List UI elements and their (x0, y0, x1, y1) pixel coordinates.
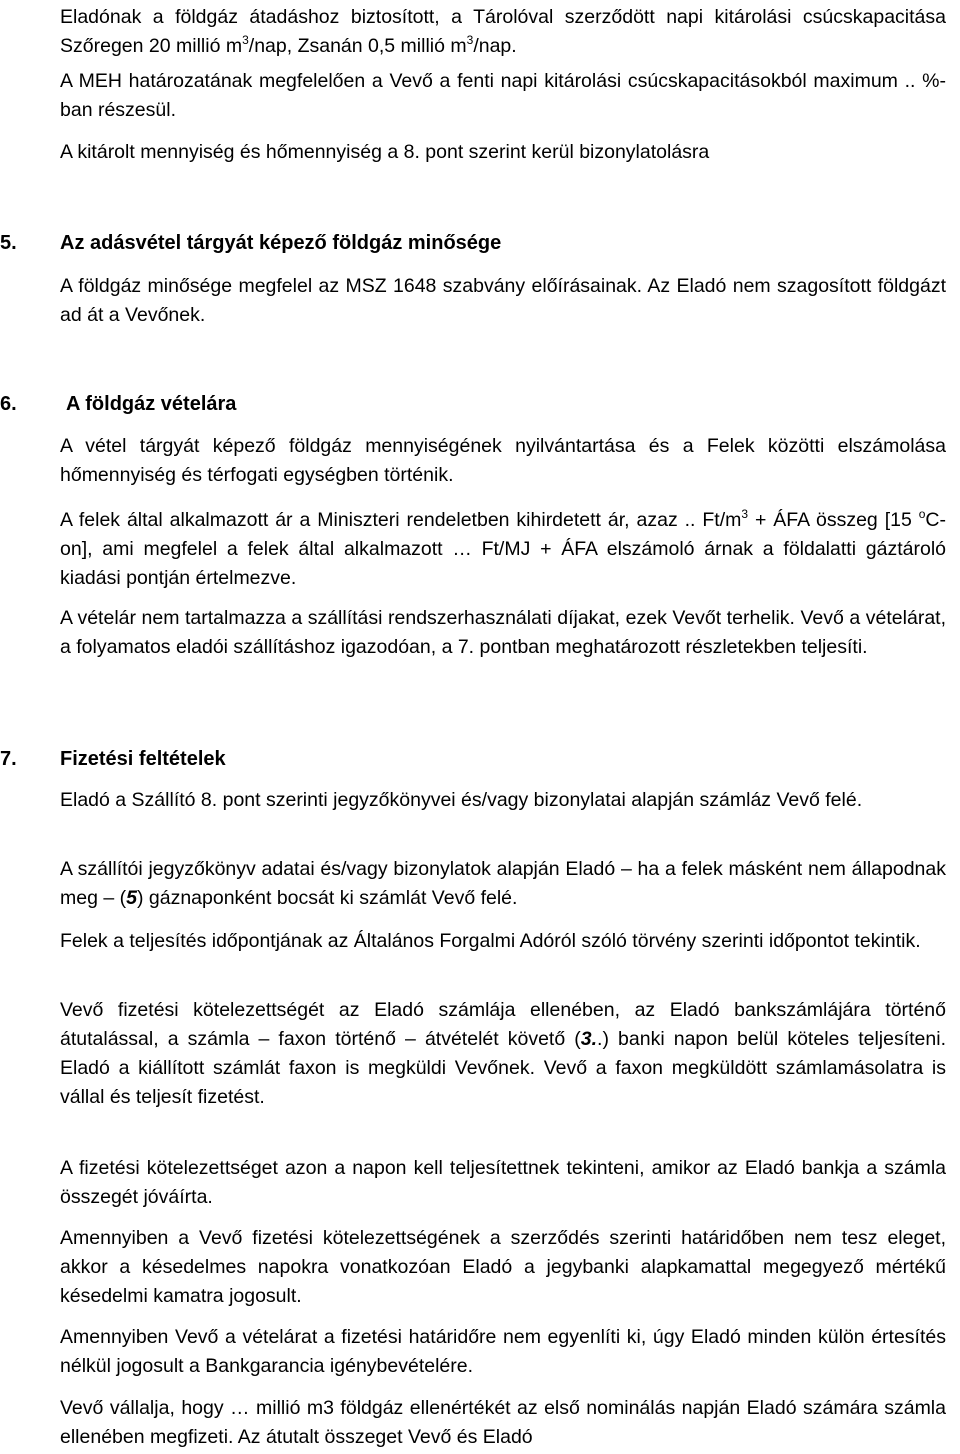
section-6-paragraph-2: A felek által alkalmazott ár a Miniszteri rendeletben kihirdetett ár, azaz .. $Ft/m^3$ + ÁFA összeg [15 $^o$C-on], ami megfelel a felek által alkalmazott … Ft/MJ + ÁFA elszámoló árnak a földalatti gáztároló kiadási pontján értelmezve. (60, 507, 946, 589)
section-7-paragraph-7: Amennyiben Vevő a vételárat a fizetési határidőre nem egyenlíti ki, úgy Eladó minden külön értesítés nélkül jogosult a Bankgarancia igénybevételére. (60, 1326, 946, 1377)
superscript: 3 (741, 507, 749, 521)
emphasis: 3. (580, 1028, 598, 1050)
section-7-paragraph-6: Amennyiben a Vevő fizetési kötelezettségének a szerződés szerinti határidőben nem tesz eleget, akkor a késedelmes napokra vonatkozóan Eladó a jegybanki alapkamattal megegyező mértékű késedelmi kamatra jogosult. (60, 1227, 946, 1307)
section-title: A földgáz vételára (66, 393, 237, 415)
section-7-paragraph-1: Eladó a Szállító 8. pont szerinti jegyzőkönyvei és/vagy bizonylatai alapján számláz Vevő felé. (60, 789, 863, 811)
section-6-paragraph-1: A vétel tárgyát képező földgáz mennyiségének nyilvántartása és a Felek közötti elszámolása hőmennyiség és térfogati egységben történik. (60, 435, 946, 486)
section-number: 6. (0, 393, 17, 415)
superscript: 3 (242, 33, 249, 47)
section-7-heading (0, 745, 946, 774)
section-7-paragraph-8: Vevő vállalja, hogy … millió m3 földgáz ellenértékét az első nominálás napján Eladó számára számla ellenében megfizeti. Az átutalt összeget Vevő és Eladó (60, 1397, 946, 1448)
section-6-paragraph-3: A vételár nem tartalmazza a szállítási rendszerhasználati díjakat, ezek Vevőt terhelik. Vevő a vételárat, a folyamatos eladói szállításhoz igazodóan, a 7. pontban meghatározott részletekben teljesíti. (60, 607, 946, 658)
intro-text-b: /nap, Zsanán 0,5 millió m (248, 35, 467, 57)
section-7-paragraph-4: Vevő fizetési kötelezettségét az Eladó számlája ellenében, az Eladó bankszámlájára történő átutalással, a számla – faxon történő – átvételét követő (3..) banki napon belül köteles teljesíteni. Eladó a kiállított számlát faxon is megküldi Vevőnek. Vevő a faxon megküldött számlamásolatra is vállal és teljesít fizetést. (60, 999, 947, 1108)
section-7-paragraph-2: A szállítói jegyzőkönyv adatai és/vagy bizonylatok alapján Eladó – ha a felek másként nem állapodnak meg – (5) gáznaponként bocsát ki számlát Vevő felé. (60, 858, 946, 909)
section-number: 5. (0, 232, 17, 254)
superscript: 3 (466, 33, 474, 47)
section-7-paragraph-5: A fizetési kötelezettséget azon a napon kell teljesítettnek tekinteni, amikor az Eladó bankja a számla összegét jóváírta. (60, 1157, 946, 1208)
section-title: Az adásvétel tárgyát képező földgáz minősége (60, 232, 502, 254)
intro-paragraph-1 (60, 3, 946, 61)
section-title: Fizetési feltételek (60, 748, 226, 770)
section-5-heading (0, 229, 946, 258)
section-5-paragraph-1: A földgáz minősége megfelel az MSZ 1648 szabvány előírásainak. Az Eladó nem szagosított földgázt ad át a Vevőnek. (60, 275, 946, 326)
intro-paragraph-2: A MEH határozatának megfelelően a Vevő a fenti napi kitárolási csúcskapacitásokból maximum .. %-ban részesül. (60, 70, 946, 121)
intro-text-c: /nap. (473, 35, 517, 57)
emphasis: 5 (126, 887, 137, 909)
intro-paragraph-3: A kitárolt mennyiség és hőmennyiség a 8. pont szerint kerül bizonylatolásra (60, 141, 710, 163)
section-7-paragraph-3: Felek a teljesítés időpontjának az Általános Forgalmi Adóról szóló törvény szerinti időpontot tekintik. (60, 930, 921, 952)
intro-text-a: Eladónak a földgáz átadáshoz biztosított, a Tárolóval szerződött napi kitárolási csúcskapacitása Szőregen 20 millió m (60, 6, 946, 57)
section-number: 7. (0, 748, 17, 770)
superscript: o (918, 507, 926, 521)
section-6-heading (0, 390, 946, 419)
